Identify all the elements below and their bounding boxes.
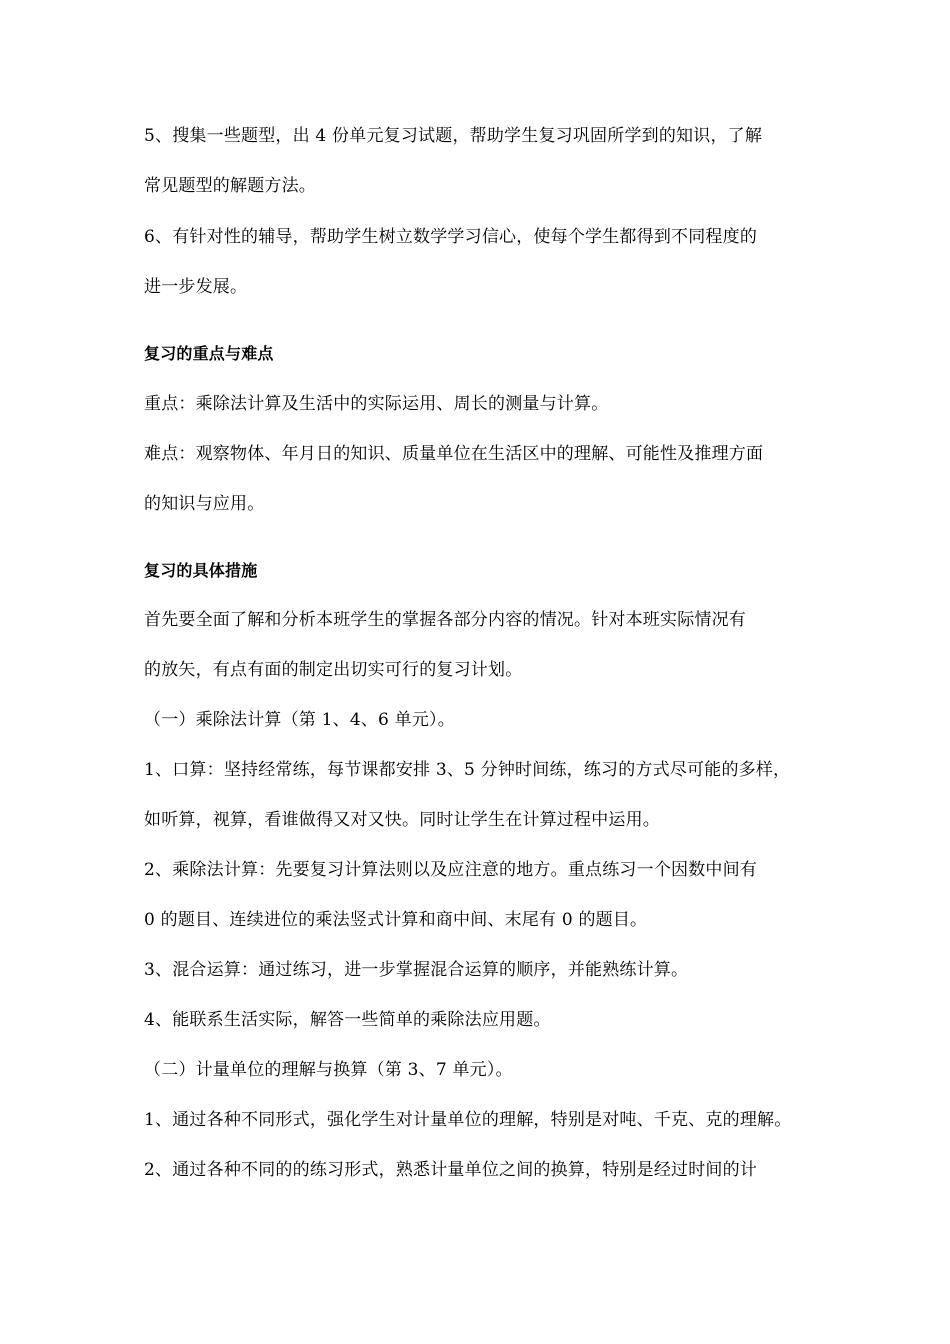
section-heading: 复习的重点与难点 — [144, 344, 274, 363]
paragraph-line: 重点：乘除法计算及生活中的实际运用、周长的测量与计算。 — [144, 394, 609, 414]
paragraph-line: 1、口算：坚持经常练，每节课都安排 3、5 分钟时间练，练习的方式尽可能的多样， — [144, 760, 791, 780]
paragraph-line: 4、能联系生活实际，解答一些简单的乘除法应用题。 — [144, 1010, 551, 1030]
section-heading: 复习的具体措施 — [144, 561, 258, 580]
paragraph-line: 首先要全面了解和分析本班学生的掌握各部分内容的情况。针对本班实际情况有 — [144, 610, 746, 630]
paragraph-line: 3、混合运算：通过练习，进一步掌握混合运算的顺序，并能熟练计算。 — [144, 960, 689, 980]
subsection-heading: （一）乘除法计算（第 1、4、6 单元）。 — [144, 710, 455, 730]
paragraph-line: 难点：观察物体、年月日的知识、质量单位在生活区中的理解、可能性及推理方面 — [144, 444, 764, 464]
subsection-heading: （二）计量单位的理解与换算（第 3、7 单元）。 — [144, 1060, 513, 1080]
paragraph-line: 6、有针对性的辅导，帮助学生树立数学学习信心，使每个学生都得到不同程度的 — [144, 227, 758, 247]
paragraph-line: 的知识与应用。 — [144, 494, 265, 514]
paragraph-line: 1、通过各种不同形式，强化学生对计量单位的理解，特别是对吨、千克、克的理解。 — [144, 1110, 792, 1130]
paragraph-line: 5、搜集一些题型，出 4 份单元复习试题，帮助学生复习巩固所学到的知识，了解 — [144, 126, 763, 146]
paragraph-line: 2、乘除法计算：先要复习计算法则以及应注意的地方。重点练习一个因数中间有 — [144, 860, 758, 880]
paragraph-line: 常见题型的解题方法。 — [144, 176, 316, 196]
paragraph-line: 2、通过各种不同的的练习形式，熟悉计量单位之间的换算，特别是经过时间的计 — [144, 1160, 758, 1180]
paragraph-line: 进一步发展。 — [144, 277, 248, 297]
paragraph-line: 的放矢，有点有面的制定出切实可行的复习计划。 — [144, 660, 523, 680]
paragraph-line: 0 的题目、连续进位的乘法竖式计算和商中间、末尾有 0 的题目。 — [144, 910, 648, 930]
paragraph-line: 如听算，视算，看谁做得又对又快。同时让学生在计算过程中运用。 — [144, 810, 660, 830]
